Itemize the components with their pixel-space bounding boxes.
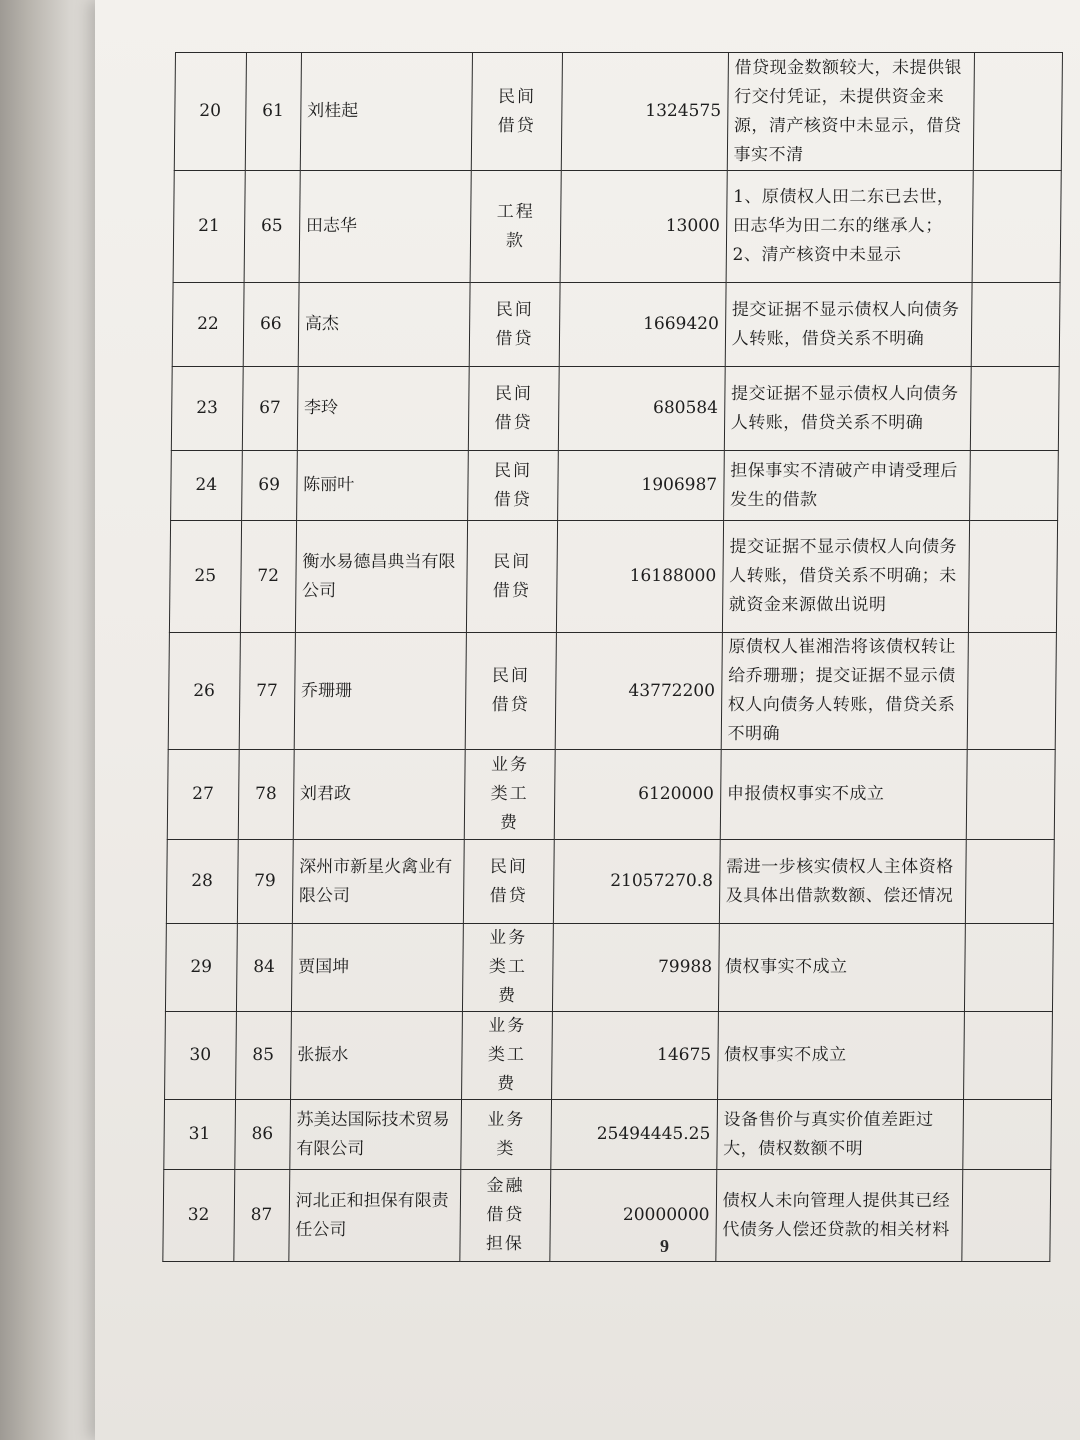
- table-row: [171, 367, 1059, 451]
- row-type-cell: 民间 借贷: [467, 451, 558, 521]
- row-creditor-cell: 深州市新星火禽业有限公司: [292, 840, 464, 924]
- row-creditor-cell: 陈丽叶: [296, 451, 468, 521]
- row-remark-cell: [965, 840, 1054, 924]
- row-seq-cell: 31: [164, 1100, 235, 1170]
- table-row: [172, 283, 1060, 367]
- row-seq-cell: 30: [165, 1012, 237, 1100]
- row-type-cell: 民间 借贷: [469, 283, 560, 367]
- claims-table: [162, 52, 1063, 1262]
- page-number: 9: [660, 1236, 669, 1256]
- row-claim-no-cell: 79: [237, 840, 293, 924]
- row-reason-cell: 提交证据不显示债权人向债务人转账，借贷关系不明确: [724, 367, 971, 451]
- row-remark-cell: [966, 750, 1055, 840]
- row-type-cell: 民间 借贷: [465, 633, 557, 750]
- row-remark-cell: [962, 1170, 1051, 1262]
- table-row: [165, 1012, 1053, 1100]
- row-type-cell: 业务 类工 费: [461, 1012, 552, 1100]
- row-seq-cell: 24: [171, 451, 242, 521]
- table-row: [168, 633, 1056, 750]
- table-row: [167, 750, 1055, 840]
- row-reason-cell: 提交证据不显示债权人向债务人转账，借贷关系不明确: [725, 283, 972, 367]
- table-row: [173, 171, 1061, 283]
- row-reason-cell: 原债权人崔湘浩将该债权转让给乔珊珊；提交证据不显示债权人向债务人转账，借贷关系不明确: [721, 633, 968, 750]
- row-seq-cell: 20: [174, 53, 246, 171]
- row-seq-cell: 29: [165, 924, 237, 1012]
- row-claim-no-cell: 87: [233, 1170, 289, 1262]
- row-claim-no-cell: 66: [243, 283, 299, 367]
- row-claim-no-cell: 77: [239, 633, 295, 750]
- row-remark-cell: [964, 924, 1053, 1012]
- row-type-cell: 民间 借贷: [466, 521, 558, 633]
- row-seq-cell: 23: [171, 367, 242, 451]
- row-reason-cell: 提交证据不显示债权人向债务人转账，借贷关系不明确；未就资金来源做出说明: [722, 521, 969, 633]
- row-creditor-cell: 田志华: [299, 171, 471, 283]
- row-type-cell: 民间 借贷: [468, 367, 559, 451]
- row-amount-cell: 6120000: [554, 750, 720, 840]
- row-reason-cell: 担保事实不清破产申请受理后发生的借款: [723, 451, 970, 521]
- row-remark-cell: [971, 283, 1060, 367]
- row-remark-cell: [972, 171, 1061, 283]
- row-amount-cell: 43772200: [555, 633, 722, 750]
- row-amount-cell: 14675: [552, 1012, 718, 1100]
- row-claim-no-cell: 84: [236, 924, 292, 1012]
- table-row: [165, 924, 1053, 1012]
- row-claim-no-cell: 61: [245, 53, 301, 171]
- row-amount-cell: 16188000: [557, 521, 724, 633]
- row-seq-cell: 22: [172, 283, 243, 367]
- row-creditor-cell: 贾国坤: [291, 924, 463, 1012]
- table-row: [166, 840, 1054, 924]
- row-claim-no-cell: 65: [244, 171, 300, 283]
- row-seq-cell: 21: [173, 171, 245, 283]
- row-remark-cell: [970, 367, 1059, 451]
- row-remark-cell: [968, 521, 1057, 633]
- row-amount-cell: 79988: [553, 924, 719, 1012]
- row-type-cell: 工程 款: [470, 171, 562, 283]
- row-creditor-cell: 河北正和担保有限责任公司: [289, 1170, 461, 1262]
- row-seq-cell: 32: [163, 1170, 235, 1262]
- table-row: [164, 1100, 1052, 1170]
- row-amount-cell: 1906987: [558, 451, 724, 521]
- row-remark-cell: [969, 451, 1058, 521]
- row-amount-cell: 25494445.25: [551, 1100, 717, 1170]
- row-creditor-cell: 李玲: [297, 367, 469, 451]
- row-amount-cell: 1669420: [559, 283, 725, 367]
- table-row: [163, 1170, 1051, 1262]
- row-remark-cell: [963, 1100, 1052, 1170]
- row-remark-cell: [973, 53, 1063, 171]
- row-claim-no-cell: 78: [238, 750, 294, 840]
- row-creditor-cell: 刘桂起: [300, 53, 472, 171]
- table-row: [169, 521, 1057, 633]
- row-reason-cell: 申报债权事实不成立: [720, 750, 967, 840]
- row-creditor-cell: 乔珊珊: [294, 633, 466, 750]
- row-claim-no-cell: 85: [235, 1012, 291, 1100]
- row-seq-cell: 28: [166, 840, 237, 924]
- row-reason-cell: 债权事实不成立: [717, 1012, 964, 1100]
- row-amount-cell: 20000000: [550, 1170, 716, 1262]
- row-type-cell: 金融 借贷 担保: [460, 1170, 551, 1262]
- row-claim-no-cell: 67: [242, 367, 298, 451]
- row-claim-no-cell: 69: [241, 451, 297, 521]
- row-type-cell: 业务 类工 费: [462, 924, 553, 1012]
- row-reason-cell: 债权人未向管理人提供其已经代债务人偿还贷款的相关材料: [716, 1170, 963, 1262]
- row-remark-cell: [963, 1012, 1052, 1100]
- row-reason-cell: 借贷现金数额较大，未提供银行交付凭证，未提供资金来源，清产核资中未显示，借贷事实不清: [727, 53, 974, 171]
- claims-table-wrapper: [162, 52, 1063, 1262]
- row-type-cell: 业务 类工 费: [464, 750, 555, 840]
- row-reason-cell: 债权事实不成立: [718, 924, 965, 1012]
- row-creditor-cell: 苏美达国际技术贸易有限公司: [290, 1100, 462, 1170]
- table-row: [174, 53, 1062, 171]
- row-creditor-cell: 张振水: [290, 1012, 462, 1100]
- row-type-cell: 民间 借贷: [471, 53, 563, 171]
- row-amount-cell: 1324575: [561, 53, 728, 171]
- row-type-cell: 业务 类: [461, 1100, 552, 1170]
- row-creditor-cell: 刘君政: [293, 750, 465, 840]
- row-amount-cell: 21057270.8: [554, 840, 720, 924]
- row-seq-cell: 26: [168, 633, 240, 750]
- row-creditor-cell: 高杰: [298, 283, 470, 367]
- row-reason-cell: 设备售价与真实价值差距过大，债权数额不明: [716, 1100, 963, 1170]
- row-amount-cell: 680584: [559, 367, 725, 451]
- row-remark-cell: [967, 633, 1057, 750]
- row-reason-cell: 1、原债权人田二东已去世，田志华为田二东的继承人；2、清产核资中未显示: [726, 171, 973, 283]
- row-reason-cell: 需进一步核实债权人主体资格及具体出借款数额、偿还情况: [719, 840, 966, 924]
- document-page: [95, 0, 1080, 1440]
- table-row: [171, 451, 1059, 521]
- row-creditor-cell: 衡水易德昌典当有限公司: [295, 521, 467, 633]
- row-claim-no-cell: 86: [234, 1100, 290, 1170]
- row-seq-cell: 25: [169, 521, 241, 633]
- row-claim-no-cell: 72: [240, 521, 296, 633]
- row-amount-cell: 13000: [560, 171, 727, 283]
- row-seq-cell: 27: [167, 750, 239, 840]
- row-type-cell: 民间 借贷: [463, 840, 554, 924]
